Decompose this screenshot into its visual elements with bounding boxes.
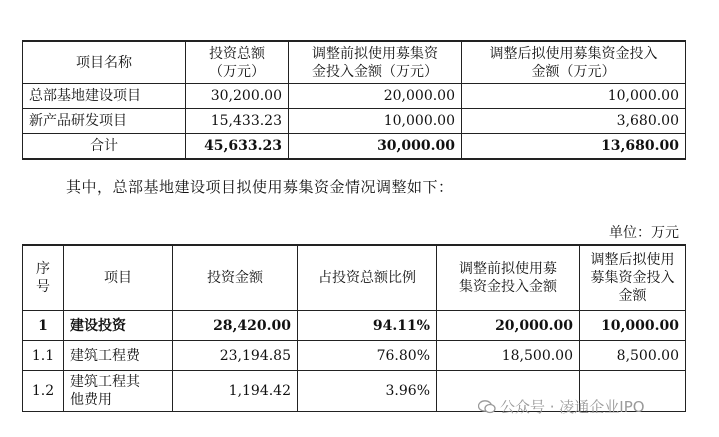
- header-cell: 调整后拟使用 募集资金投入 金额: [580, 245, 686, 311]
- amount-cell: 20,000.00: [437, 311, 580, 341]
- ratio-cell: 76.80%: [298, 341, 437, 371]
- table-row: [23, 341, 686, 371]
- header-cell: 调整前拟使用募集资 金投入金额（万元）: [289, 41, 462, 84]
- index-cell: 1: [23, 311, 64, 341]
- total-row: [23, 134, 686, 160]
- amount-cell: 18,500.00: [437, 341, 580, 371]
- amount-cell: 10,000.00: [462, 84, 686, 109]
- table-row: [23, 109, 686, 134]
- header-cell: 项目名称: [23, 41, 186, 84]
- body-paragraph: 其中，总部基地建设项目拟使用募集资金情况调整如下：: [66, 178, 454, 196]
- total-label-cell: 合计: [23, 134, 186, 160]
- watermark-text: 公众号 · 凌通企业IPO: [500, 398, 645, 416]
- header-cell: 调整后拟使用募集资金投入 金额（万元）: [462, 41, 686, 84]
- amount-cell: 30,200.00: [186, 84, 289, 109]
- header-cell: 投资总额 （万元）: [186, 41, 289, 84]
- amount-cell: 10,000.00: [289, 109, 462, 134]
- amount-cell: 3,680.00: [462, 109, 686, 134]
- header-cell: 调整前拟使用募 集资金投入金额: [437, 245, 580, 311]
- table-row: [23, 84, 686, 109]
- amount-cell: 20,000.00: [289, 84, 462, 109]
- total-amount-cell: 45,633.23: [186, 134, 289, 160]
- project-summary-table: [22, 40, 686, 160]
- total-amount-cell: 30,000.00: [289, 134, 462, 160]
- amount-cell: 28,420.00: [173, 311, 298, 341]
- header-cell: 投资金额: [173, 245, 298, 311]
- index-cell: 1.2: [23, 371, 64, 412]
- item-cell: 建筑工程其 他费用: [64, 371, 173, 412]
- construction-detail-table: [22, 244, 686, 412]
- header-cell: 项目: [64, 245, 173, 311]
- index-cell: 1.1: [23, 341, 64, 371]
- item-cell: 建筑工程费: [64, 341, 173, 371]
- amount-cell: 8,500.00: [580, 341, 686, 371]
- amount-cell: 23,194.85: [173, 341, 298, 371]
- unit-label: 单位：万元: [609, 225, 679, 241]
- wechat-icon: [478, 400, 496, 414]
- item-cell: 建设投资: [64, 311, 173, 341]
- table-row: [23, 311, 686, 341]
- ratio-cell: 3.96%: [298, 371, 437, 412]
- project-name-cell: 新产品研发项目: [23, 109, 186, 134]
- table-header-row: [23, 245, 686, 311]
- header-cell: 序 号: [23, 245, 64, 311]
- ratio-cell: 94.11%: [298, 311, 437, 341]
- amount-cell: 1,194.42: [173, 371, 298, 412]
- project-name-cell: 总部基地建设项目: [23, 84, 186, 109]
- amount-cell: 10,000.00: [580, 311, 686, 341]
- header-cell: 占投资总额比例: [298, 245, 437, 311]
- watermark: [478, 396, 645, 417]
- table-header-row: [23, 41, 686, 84]
- total-amount-cell: 13,680.00: [462, 134, 686, 160]
- amount-cell: 15,433.23: [186, 109, 289, 134]
